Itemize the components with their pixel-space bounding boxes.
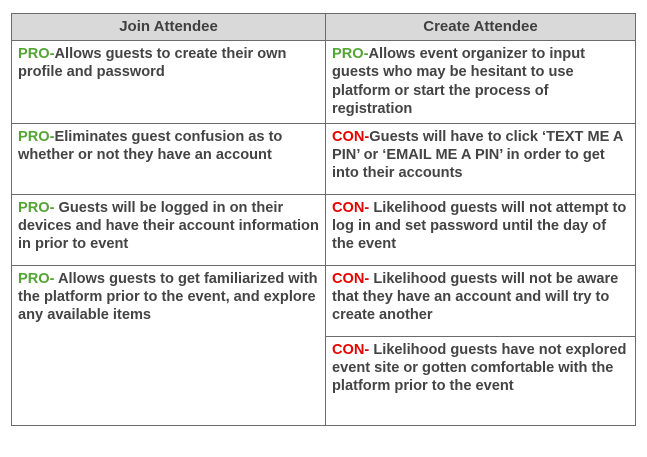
pros-cons-table <box>11 13 636 426</box>
create-cell <box>326 41 636 124</box>
join-cell <box>12 194 326 265</box>
pro-label: PRO- <box>18 270 55 287</box>
cell-text: Allows guests to create their own profile and password <box>18 46 287 81</box>
cell-text: Guests will be logged in on their devices and have their account information in prior to event <box>18 199 319 253</box>
pro-label: PRO- <box>18 128 55 145</box>
cell-text: Allows event organizer to input guests who may be hesitant to use platform or start the process of registration <box>332 46 585 118</box>
table-row <box>12 265 636 336</box>
con-label: CON- <box>332 199 370 216</box>
table-row <box>12 123 636 194</box>
create-cell <box>326 194 636 265</box>
pro-label: PRO- <box>18 46 55 62</box>
pro-label: PRO- <box>332 46 369 62</box>
header-join-attendee: Join Attendee <box>12 14 326 41</box>
cell-text: Guests will have to click ‘TEXT ME A PIN’ or ‘EMAIL ME A PIN’ in order to get into their accounts <box>332 128 623 182</box>
join-cell <box>12 265 326 425</box>
con-label: CON- <box>332 128 370 145</box>
con-label: CON- <box>332 270 370 287</box>
join-cell <box>12 123 326 194</box>
join-cell <box>12 41 326 124</box>
header-row <box>12 14 636 41</box>
cell-text: Allows guests to get familiarized with the platform prior to the event, and explore any available items <box>18 270 318 324</box>
header-create-attendee: Create Attendee <box>326 14 636 41</box>
con-label: CON- <box>332 341 370 358</box>
pro-label: PRO- <box>18 199 55 216</box>
cell-text: Eliminates guest confusion as to whether or not they have an account <box>18 128 283 164</box>
cell-text: Likelihood guests will not attempt to log in and set password until the day of the event <box>332 199 627 253</box>
table-row <box>12 41 636 124</box>
cell-text: Likelihood guests will not be aware that they have an account and will try to create another <box>332 270 619 324</box>
table-row <box>12 194 636 265</box>
cell-text: Likelihood guests have not explored event site or gotten comfortable with the platform prior to the event <box>332 341 627 395</box>
create-cell <box>326 265 636 336</box>
create-cell <box>326 123 636 194</box>
create-cell <box>326 336 636 425</box>
